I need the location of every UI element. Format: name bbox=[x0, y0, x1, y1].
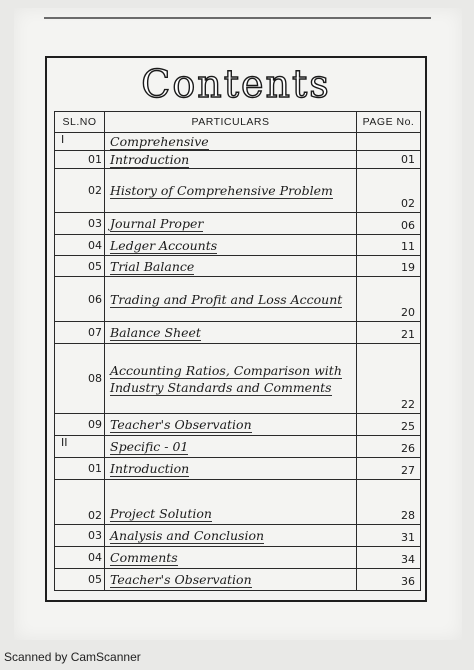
table-row bbox=[55, 133, 421, 151]
sl-cell: 01 bbox=[55, 458, 105, 480]
table-row bbox=[55, 569, 421, 591]
top-rule bbox=[44, 17, 431, 19]
page-cell: 19 bbox=[357, 256, 421, 277]
page-cell: 06 bbox=[357, 213, 421, 235]
contents-table bbox=[54, 111, 421, 591]
page-cell: 21 bbox=[357, 322, 421, 344]
particular-cell: Project Solution bbox=[105, 480, 357, 525]
sl-cell: 02 bbox=[55, 480, 105, 525]
page-cell: 20 bbox=[357, 277, 421, 322]
page-cell: 31 bbox=[357, 525, 421, 547]
particular-cell: Teacher's Observation bbox=[105, 414, 357, 436]
sl-cell: 09 bbox=[55, 414, 105, 436]
page-cell: 26 bbox=[357, 436, 421, 458]
sl-cell: 03 bbox=[55, 525, 105, 547]
sl-cell: 07 bbox=[55, 322, 105, 344]
particular-cell: History of Comprehensive Problem bbox=[105, 169, 357, 213]
sl-cell: 04 bbox=[55, 547, 105, 569]
page-cell: 28 bbox=[357, 480, 421, 525]
particular-cell: Ledger Accounts bbox=[105, 235, 357, 256]
particular-cell: Trading and Profit and Loss Account bbox=[105, 277, 357, 322]
page-cell bbox=[357, 133, 421, 151]
table-row bbox=[55, 213, 421, 235]
particular-cell: Balance Sheet bbox=[105, 322, 357, 344]
particular-cell: Teacher's Observation bbox=[105, 569, 357, 591]
page-cell: 27 bbox=[357, 458, 421, 480]
table-row bbox=[55, 547, 421, 569]
table-row bbox=[55, 169, 421, 213]
scanner-watermark: Scanned by CamScanner bbox=[4, 650, 141, 664]
table-row bbox=[55, 458, 421, 480]
page-cell: 34 bbox=[357, 547, 421, 569]
particular-cell: Analysis and Conclusion bbox=[105, 525, 357, 547]
sl-cell: 08 bbox=[55, 344, 105, 414]
sl-cell: 04 bbox=[55, 235, 105, 256]
table-row bbox=[55, 322, 421, 344]
particular-cell: Trial Balance bbox=[105, 256, 357, 277]
sl-cell: 05 bbox=[55, 569, 105, 591]
table-row bbox=[55, 235, 421, 256]
header-sl-no: SL.NO bbox=[55, 112, 105, 133]
particular-cell: Comprehensive bbox=[105, 133, 357, 151]
table-row bbox=[55, 344, 421, 414]
sl-cell: 02 bbox=[55, 169, 105, 213]
header-particulars: PARTICULARS bbox=[105, 112, 357, 133]
table-row bbox=[55, 436, 421, 458]
particular-cell: Journal Proper bbox=[105, 213, 357, 235]
particular-cell: Introduction bbox=[105, 458, 357, 480]
table-row bbox=[55, 277, 421, 322]
page-cell: 01 bbox=[357, 151, 421, 169]
table-header-row bbox=[55, 112, 421, 133]
particular-cell: Comments bbox=[105, 547, 357, 569]
page-cell: 36 bbox=[357, 569, 421, 591]
table-row bbox=[55, 525, 421, 547]
sl-cell: 06 bbox=[55, 277, 105, 322]
table-row bbox=[55, 151, 421, 169]
particular-cell: Accounting Ratios, Comparison with Industry Standards and Comments bbox=[105, 344, 357, 414]
table-row bbox=[55, 414, 421, 436]
sl-cell: II bbox=[55, 436, 105, 458]
page-cell: 11 bbox=[357, 235, 421, 256]
sl-cell: I bbox=[55, 133, 105, 151]
table-row bbox=[55, 480, 421, 525]
page-cell: 02 bbox=[357, 169, 421, 213]
page-title: Contents bbox=[141, 62, 331, 106]
page-cell: 25 bbox=[357, 414, 421, 436]
sl-cell: 01 bbox=[55, 151, 105, 169]
header-page-no: PAGE No. bbox=[357, 112, 421, 133]
particular-cell: Introduction bbox=[105, 151, 357, 169]
table-row bbox=[55, 256, 421, 277]
page-cell: 22 bbox=[357, 344, 421, 414]
sl-cell: 05 bbox=[55, 256, 105, 277]
sl-cell: 03 bbox=[55, 213, 105, 235]
particular-cell: Specific - 01 bbox=[105, 436, 357, 458]
